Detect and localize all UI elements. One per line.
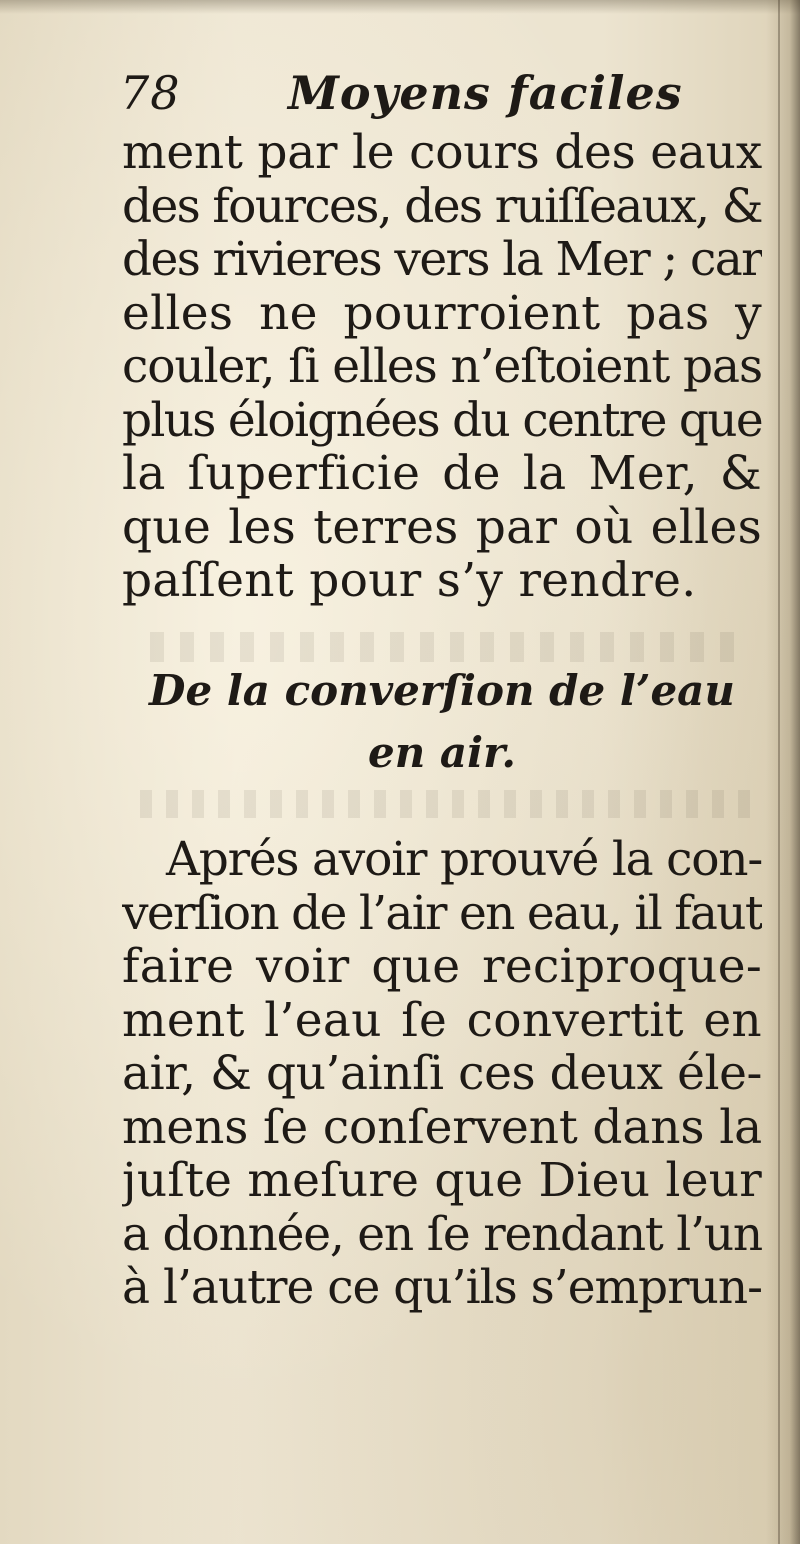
text-line: ment l’eau ſe convertit en [122,993,762,1047]
scan-shadow-right [766,0,800,1544]
page-number: 78 [120,66,181,120]
text-line: couler, ſi elles n’eſtoient pas [122,340,762,394]
text-line: la ſuperficie de la Mer, & [122,447,762,501]
section-heading-line-1: De la converſion de l’eau [149,666,735,715]
text-line: a donnée, en ſe rendant l’un [122,1207,762,1261]
section-heading-line-2: en air. [368,728,516,777]
text-line: paſſent pour s’y rendre. [122,554,697,608]
bleed-through-texture [140,790,760,818]
page-edge-line [778,0,780,1544]
text-line: plus éloignées du centre que [122,393,762,447]
paragraph-2 [122,833,762,1315]
text-line: elles ne pourroient pas y [122,286,762,340]
text-line: ment par le cours des eaux [122,126,762,180]
paragraph-1 [122,126,762,608]
text-line: des rivieres vers la Mer ; car [122,233,762,287]
page-header [120,66,760,130]
bleed-through-texture [150,632,750,662]
text-line: mens ſe conſervent dans la [122,1100,762,1154]
text-line: que les terres par où elles [122,500,762,554]
scan-shadow-top [0,0,800,14]
text-line: faire voir que reciproque- [122,940,762,994]
text-line: Aprés avoir prouvé la con- [166,833,762,887]
text-line: à l’autre ce qu’ils s’emprun- [122,1261,762,1315]
text-line: verſion de l’air en eau, il faut [122,886,762,940]
running-head: Moyens faciles [288,66,683,120]
text-line: juſte meſure que Dieu leur [122,1154,762,1208]
text-line: des fources, des ruiſſeaux, & [122,179,762,233]
text-line: air, & qu’ainſi ces deux éle- [122,1047,762,1101]
section-heading [122,660,762,784]
